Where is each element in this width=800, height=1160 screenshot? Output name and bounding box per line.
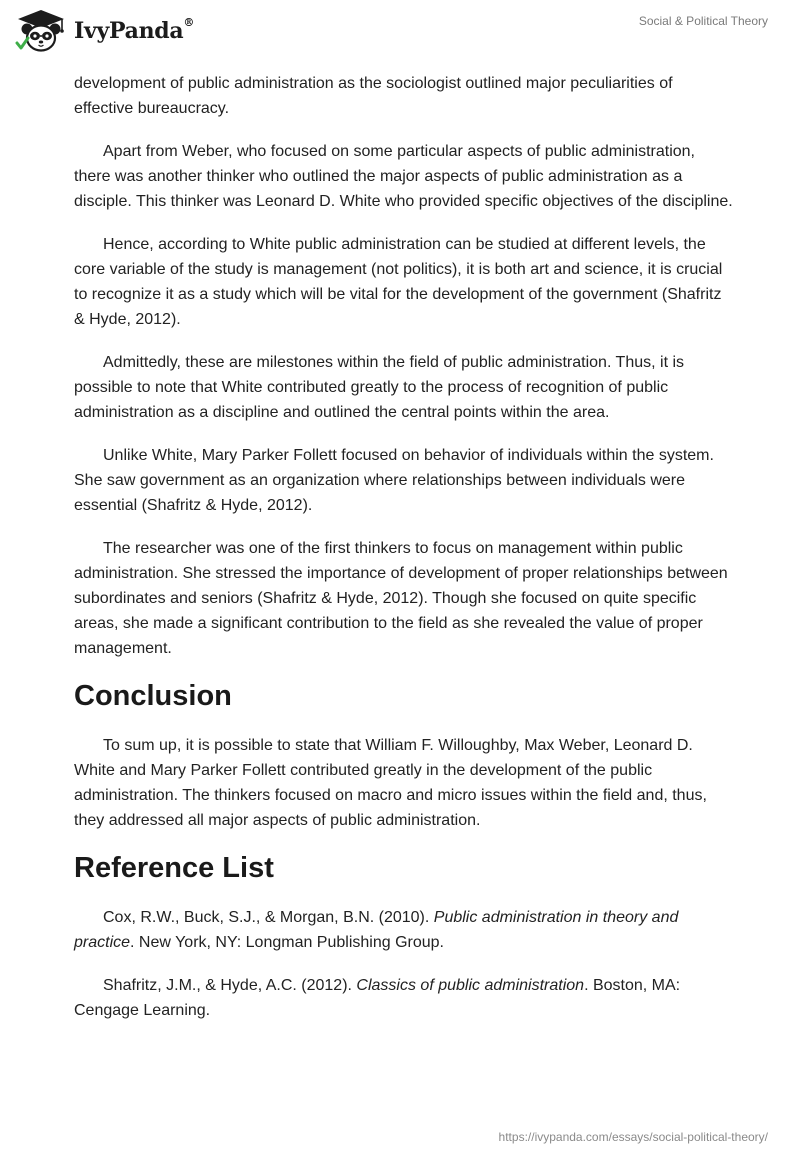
body-paragraph: Hence, according to White public administration can be studied at different levels, the core variable of the study is management (not politics), it is both art and science, it is crucial to recognize it as a study which will be vital for the development of the government (Shafritz & Hyde, 2012). (74, 236, 723, 328)
reference-title: Classics of public administration (356, 977, 585, 994)
body-paragraph: Apart from Weber, who focused on some particular aspects of public administration, there was another thinker who outlined the major aspects of public administration as a disciple. This thinker was Leonard D. White who provided specific objectives of the discipline. (74, 143, 733, 210)
page-header (0, 0, 800, 68)
logo-wordmark: IvyPanda® (74, 16, 195, 44)
reference-list-heading: Reference List (74, 852, 274, 884)
reference-title: Public administration in theory and practice (74, 909, 679, 951)
conclusion-paragraph: To sum up, it is possible to state that William F. Willoughby, Max Weber, Leonard D. White and Mary Parker Follett contributed greatly in the development of the public administration. The thinkers focused on macro and micro issues within the field and, thus, they addressed all major aspects of public administration. (74, 737, 707, 829)
panda-graduate-icon (12, 8, 70, 54)
body-paragraph: Admittedly, these are milestones within the field of public administration. Thus, it is possible to note that White contributed greatly to the process of recognition of public administration as a discipline and outlined the central points within the area. (74, 354, 685, 421)
essay-content (74, 71, 734, 1041)
ivypanda-logo[interactable] (12, 8, 194, 54)
body-paragraph: The researcher was one of the first thinkers to focus on management within public administration. She stressed the importance of development of proper relationships between subordinates and seniors (Shafritz & Hyde, 2012). Though she focused on quite specific areas, she made a significant contribution to the field as she revealed the value of proper management. (74, 540, 728, 657)
body-paragraph: Unlike White, Mary Parker Follett focused on behavior of individuals within the system. She saw government as an organization where relationships between individuals were essential (Shafritz & Hyde, 2012). (74, 447, 714, 514)
body-paragraph-continuation: development of public administration as the sociologist outlined major peculiarities of effective bureaucracy. (74, 75, 673, 117)
source-url-link[interactable]: https://ivypanda.com/essays/social-political-theory/ (498, 1130, 768, 1144)
document-category-title: Social & Political Theory (638, 14, 768, 28)
reference-entry: Shafritz, J.M., & Hyde, A.C. (2012). Classics of public administration. Boston, MA: Cengage Learning. (74, 977, 681, 1019)
conclusion-heading: Conclusion (74, 680, 232, 712)
reference-entry: Cox, R.W., Buck, S.J., & Morgan, B.N. (2010). Public administration in theory and practice. New York, NY: Longman Publishing Group. (74, 909, 679, 951)
